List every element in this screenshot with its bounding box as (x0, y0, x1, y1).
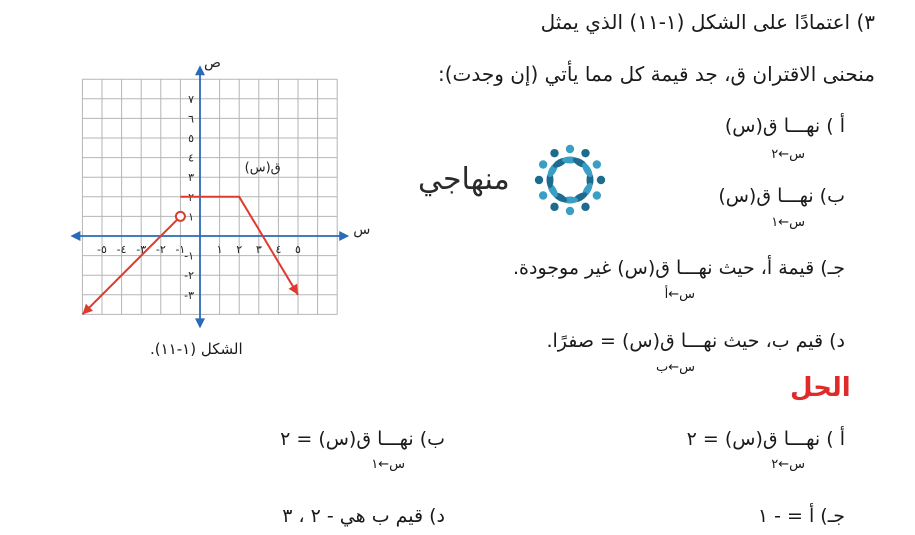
emblem-head (550, 149, 558, 157)
solution-a-subscript: س←٢ (771, 457, 805, 472)
emblem-head (581, 203, 589, 211)
solution-a: أ ) نهـــا ق(س) = ٢ (686, 428, 845, 450)
x-tick-label: ٤ (275, 243, 282, 256)
question-line-1: ٣) اعتمادًا على الشكل (١-١١) الذي يمثل (540, 10, 875, 34)
x-tick-label: ٢ (236, 243, 243, 256)
part-c: جـ) قيمة أ، حيث نهـــا ق(س) غير موجودة. (513, 257, 845, 279)
y-tick-label: ٥ (188, 132, 194, 145)
x-axis-arrow-left-icon (70, 231, 80, 241)
y-axis-arrow-down-icon (195, 318, 205, 328)
emblem-head (597, 176, 605, 184)
part-a: أ ) نهـــا ق(س) (724, 115, 845, 137)
part-b: ب) نهـــا ق(س) (718, 185, 845, 207)
x-tick-label: -١ (175, 243, 186, 256)
graph-svg (60, 40, 371, 340)
curve-segment (82, 216, 180, 314)
y-tick-label: ٣ (188, 171, 194, 185)
y-tick-label: ٦ (188, 112, 194, 126)
x-tick-label: -٢ (155, 243, 166, 256)
part-a-subscript: س←٢ (771, 147, 805, 162)
y-tick-label: ٤ (188, 151, 194, 165)
y-tick-label: ٢ (188, 190, 194, 204)
y-tick-label: -١ (184, 249, 194, 263)
emblem-head (535, 176, 543, 184)
x-tick-label: -٤ (116, 243, 127, 256)
emblem-head (539, 191, 547, 199)
x-axis-arrow-right-icon (339, 231, 349, 241)
y-tick-label: -٢ (184, 269, 194, 283)
solution-c: جـ) أ = - ١ (757, 505, 845, 527)
part-b-subscript: س←١ (771, 215, 805, 230)
emblem-head (566, 145, 574, 153)
y-axis-label: ص (204, 55, 221, 72)
emblem-head (550, 203, 558, 211)
emblem-head (581, 149, 589, 157)
x-axis-label: س (353, 222, 371, 238)
open-circle-point (176, 212, 185, 221)
figure-caption: الشكل (١-١١). (150, 340, 243, 358)
curve-label: ق(س) (244, 160, 281, 176)
emblem-head (593, 160, 601, 168)
solution-b: ب) نهـــا ق(س) = ٢ (280, 428, 445, 450)
y-tick-label: ١ (188, 210, 194, 224)
solution-b-subscript: س←١ (371, 457, 405, 472)
solution-d: د) قيم ب هي - ٢ ، ٣ (282, 505, 445, 527)
part-c-subscript: س←أ (664, 287, 695, 302)
logo-text: منهاجي (418, 162, 510, 197)
logo-emblem-icon (530, 140, 610, 220)
y-tick-label: -٣ (184, 288, 194, 302)
manhaji-logo (418, 140, 618, 220)
x-tick-label: ٣ (255, 243, 262, 256)
question-line-2: منحنى الاقتران ق، جد قيمة كل مما يأتي (إن وجدت): (437, 62, 875, 86)
emblem-head (566, 207, 574, 215)
x-tick-label: ٥ (295, 243, 301, 256)
part-d: د) قيم ب، حيث نهـــا ق(س) = صفرًا. (546, 330, 845, 352)
y-tick-label: ٧ (188, 92, 194, 106)
x-tick-label: -٥ (97, 243, 107, 256)
emblem-head (539, 160, 547, 168)
x-tick-label: -٣ (136, 243, 147, 256)
part-d-subscript: س←ب (656, 360, 695, 375)
x-tick-label: ١ (216, 243, 223, 256)
solution-title: الحل (790, 373, 851, 403)
emblem-head (593, 191, 601, 199)
function-graph (60, 40, 371, 340)
